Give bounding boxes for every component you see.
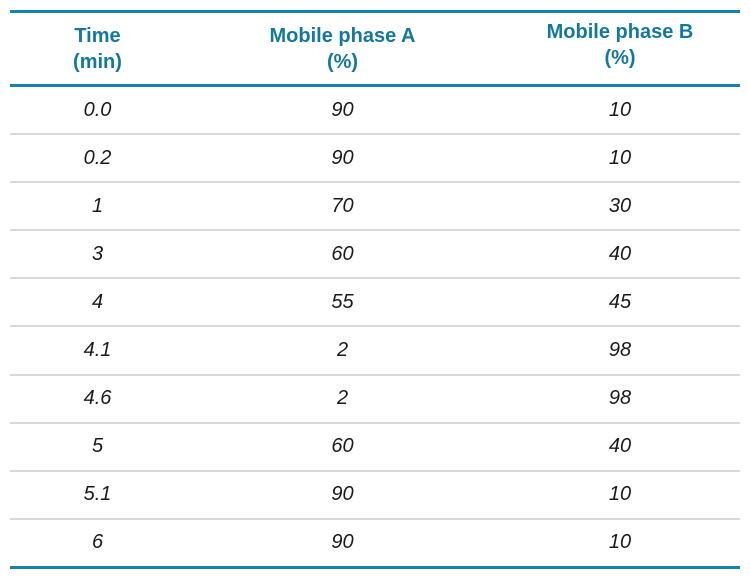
- cell-phase-a: 90: [331, 531, 354, 554]
- cell-phase-a: 55: [331, 290, 354, 313]
- table-row: [10, 87, 740, 133]
- cell-phase-b: 10: [608, 483, 632, 506]
- header-cell-phase-a: [185, 13, 500, 84]
- gradient-table: [10, 10, 740, 569]
- table-header-row: [10, 13, 740, 84]
- table-row: [10, 133, 740, 181]
- table-row: [10, 181, 740, 229]
- table-row: [10, 229, 740, 277]
- header-phase-b-unit: (%): [604, 46, 636, 69]
- header-phase-a-unit: (%): [326, 50, 359, 73]
- cell-time: 4.6: [83, 387, 112, 410]
- cell-phase-b: 40: [608, 435, 632, 458]
- cell-time: 4: [91, 290, 104, 313]
- bottom-rule: [10, 566, 740, 569]
- cell-phase-b: 45: [608, 290, 632, 313]
- cell-phase-b: 40: [608, 242, 632, 265]
- table-body: [10, 87, 740, 566]
- cell-time: 3: [91, 242, 104, 265]
- table-row: [10, 325, 740, 373]
- header-time-title: Time: [74, 24, 121, 47]
- cell-phase-a: 60: [331, 242, 354, 265]
- header-phase-a-title: Mobile phase A: [269, 24, 416, 47]
- cell-phase-b: 10: [608, 146, 632, 169]
- cell-time: 0.0: [83, 98, 112, 121]
- table-row: [10, 277, 740, 325]
- header-cell-time: [10, 13, 185, 84]
- cell-phase-b: 98: [608, 339, 632, 362]
- cell-phase-a: 70: [331, 194, 354, 217]
- cell-phase-b: 10: [608, 98, 632, 121]
- cell-time: 1: [91, 194, 104, 217]
- header-phase-b-title: Mobile phase B: [546, 20, 694, 43]
- cell-phase-b: 98: [608, 387, 632, 410]
- cell-phase-b: 30: [608, 194, 632, 217]
- table-row: [10, 374, 740, 422]
- cell-time: 6: [91, 531, 104, 554]
- cell-phase-a: 60: [331, 435, 354, 458]
- header-cell-phase-b: [500, 9, 740, 80]
- cell-time: 5.1: [83, 483, 112, 506]
- cell-phase-a: 2: [336, 339, 349, 362]
- table-row: [10, 518, 740, 566]
- cell-time: 4.1: [83, 339, 112, 362]
- cell-time: 5: [91, 435, 104, 458]
- cell-time: 0.2: [83, 146, 112, 169]
- table-row: [10, 422, 740, 470]
- cell-phase-b: 10: [608, 531, 632, 554]
- cell-phase-a: 90: [331, 146, 354, 169]
- header-time-unit: (min): [73, 50, 122, 73]
- table-row: [10, 470, 740, 518]
- cell-phase-a: 90: [331, 483, 354, 506]
- cell-phase-a: 90: [331, 98, 354, 121]
- cell-phase-a: 2: [336, 387, 349, 410]
